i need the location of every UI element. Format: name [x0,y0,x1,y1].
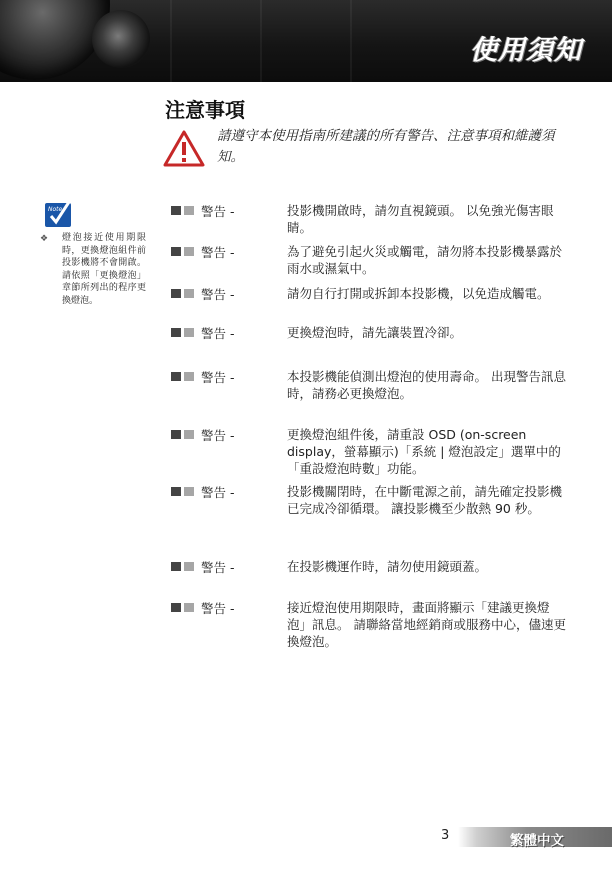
warning-label: 警告 - [201,204,235,219]
warning-text: 為了避免引起火災或觸電，請勿將本投影機暴露於雨水或濕氣中。 [287,244,563,276]
header-band [0,0,612,82]
note-icon [44,200,74,228]
warning-bullet-icon [171,562,195,571]
warning-text: 請勿自行打開或拆卸本投影機，以免造成觸電。 [287,286,550,301]
section-title: 使用須知 [470,35,582,66]
warning-text: 接近燈泡使用期限時，畫面將顯示「建議更換燈泡」訊息。 請聯絡當地經銷商或服務中心，儘速更換燈泡。 [287,600,566,649]
intro-text: 請遵守本使用指南所建議的所有警告、注意事項和維護須知。 [217,128,555,165]
warning-label: 警告 - [201,560,235,575]
warning-label: 警告 - [201,287,235,302]
header-stripe [170,0,172,82]
warning-bullet-icon [171,487,195,496]
language-label: 繁體中文 [510,833,564,849]
warning-bullet-icon [171,289,195,298]
warning-label: 警告 - [201,428,235,443]
svg-text:Note: Note [48,206,63,213]
warning-bullet-icon [171,328,195,337]
page-title: 注意事項 [165,98,245,122]
warning-text: 在投影機運作時，請勿使用鏡頭蓋。 [287,559,488,574]
warning-bullet-icon [171,372,195,381]
warning-text: 更換燈泡組件後，請重設 OSD (on-screen display，螢幕顯示)「系統 | 燈泡設定」選單中的「重設燈泡時數」功能。 [287,427,561,476]
note-bullet: ❖ [40,234,49,244]
warning-text: 投影機關閉時，在中斷電源之前，請先確定投影機已完成冷卻循環。 讓投影機至少散熱 90 秒。 [287,484,563,516]
warning-label: 警告 - [201,601,235,616]
warning-label: 警告 - [201,370,235,385]
warning-bullet-icon [171,430,195,439]
page-number: 3 [441,828,450,843]
projector-lens-image [92,10,150,68]
warning-text: 本投影機能偵測出燈泡的使用壽命。 出現警告訊息時，請務必更換燈泡。 [287,369,566,401]
header-stripe [350,0,352,82]
warning-bullet-icon [171,247,195,256]
warning-label: 警告 - [201,326,235,341]
warning-text: 更換燈泡時，請先讓裝置冷卻。 [287,325,463,340]
warning-bullet-icon [171,206,195,215]
warning-label: 警告 - [201,245,235,260]
warning-triangle-icon [163,130,205,168]
note-text: 燈泡接近使用期限時，更換燈泡組件前投影機將不會開啟。 請依照「更換燈泡」章節所列出的程序更換燈泡。 [62,233,146,306]
warning-text: 投影機開啟時，請勿直視鏡頭。 以免強光傷害眼睛。 [287,203,554,235]
header-stripe [260,0,262,82]
warning-bullet-icon [171,603,195,612]
warning-label: 警告 - [201,485,235,500]
